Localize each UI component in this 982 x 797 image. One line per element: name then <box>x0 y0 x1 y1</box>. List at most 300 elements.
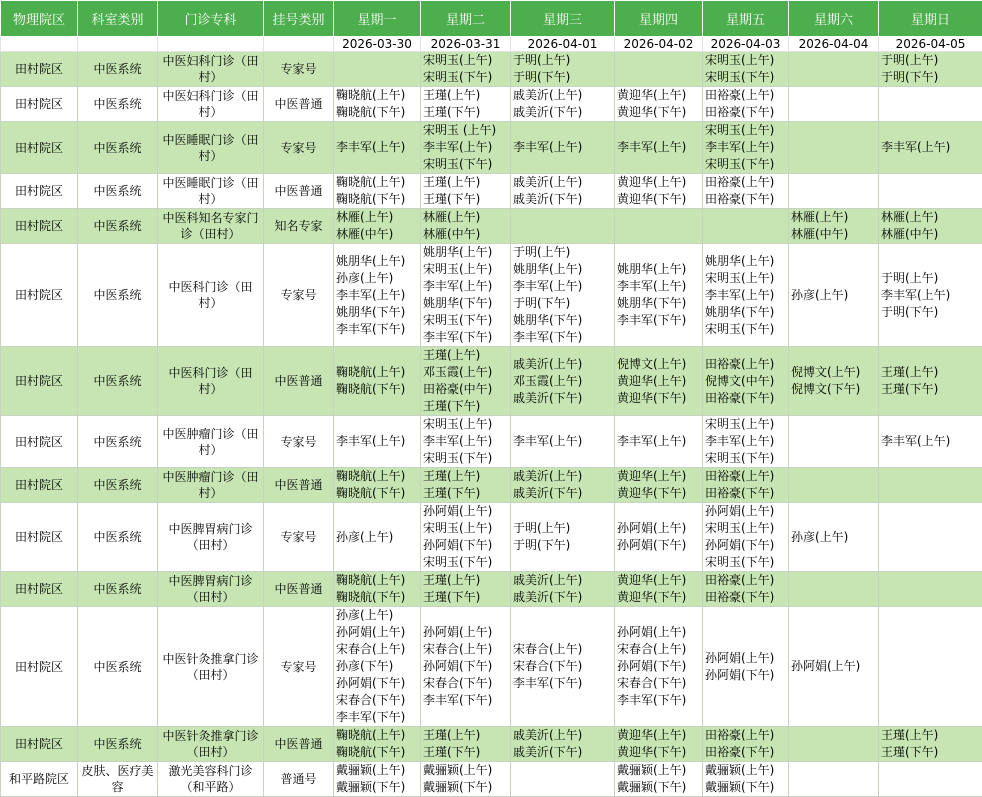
header-mon: 星期一 <box>334 1 421 37</box>
doctor-slot[interactable]: 李丰军(下午) <box>513 329 612 346</box>
slot-cell-wed <box>511 244 615 347</box>
doctor-slot[interactable]: 田裕豪(下午) <box>705 485 786 502</box>
slot-cell-sun <box>879 52 982 87</box>
doctor-slot[interactable]: 王瑾(上午) <box>881 727 980 744</box>
slot-cell-thu <box>615 52 703 87</box>
doctor-slot[interactable]: 林雁(上午) <box>881 209 980 226</box>
doctor-slot[interactable]: 孙彦(上午) <box>336 270 418 287</box>
slot-cell-tue <box>421 607 511 727</box>
dept-type-cell: 中医系统 <box>78 727 158 762</box>
doctor-slot[interactable]: 宋春合(上午) <box>617 641 700 658</box>
doctor-slot[interactable]: 倪博文(上午) <box>791 364 876 381</box>
doctor-slot[interactable]: 王瑾(上午) <box>423 347 508 364</box>
doctor-slot[interactable]: 田裕豪(下午) <box>705 744 786 761</box>
doctor-slot[interactable]: 王瑾(下午) <box>423 589 508 606</box>
doctor-slot[interactable]: 王瑾(下午) <box>881 744 980 761</box>
doctor-slot[interactable]: 王瑾(下午) <box>423 191 508 208</box>
dept-type-cell: 中医系统 <box>78 572 158 607</box>
doctor-slot[interactable]: 林雁(中午) <box>791 226 876 243</box>
reg-type-cell: 专家号 <box>264 244 334 347</box>
date-spacer <box>78 37 158 52</box>
doctor-slot[interactable]: 鞠晓航(上午) <box>336 364 418 381</box>
doctor-slot[interactable]: 黄迎华(上午) <box>617 174 700 191</box>
doctor-slot[interactable]: 宋明玉(上午) <box>423 416 508 433</box>
doctor-slot[interactable]: 田裕豪(上午) <box>705 174 786 191</box>
doctor-slot[interactable]: 于明(下午) <box>513 537 612 554</box>
slot-cell-thu <box>615 174 703 209</box>
header-campus: 物理院区 <box>1 1 78 37</box>
doctor-slot[interactable]: 鞠晓航(上午) <box>336 727 418 744</box>
clinic-cell: 中医脾胃病门诊（田村） <box>158 572 264 607</box>
slot-cell-sat <box>789 727 879 762</box>
doctor-slot[interactable]: 李丰军(上午) <box>423 139 508 156</box>
doctor-slot[interactable]: 黄迎华(上午) <box>617 468 700 485</box>
slot-cell-thu <box>615 572 703 607</box>
doctor-slot[interactable]: 戚美沂(上午) <box>513 727 612 744</box>
doctor-slot[interactable]: 鞠晓航(上午) <box>336 572 418 589</box>
doctor-slot[interactable]: 孙阿娟(下午) <box>705 537 786 554</box>
slot-cell-sun <box>879 244 982 347</box>
doctor-slot[interactable]: 鞠晓航(下午) <box>336 744 418 761</box>
doctor-slot[interactable]: 李丰军(上午) <box>336 139 418 156</box>
header-wed: 星期三 <box>511 1 615 37</box>
doctor-slot[interactable]: 宋春合(上午) <box>336 641 418 658</box>
doctor-slot[interactable]: 戚美沂(下午) <box>513 589 612 606</box>
slot-cell-tue <box>421 416 511 468</box>
doctor-slot[interactable]: 于明(上午) <box>513 520 612 537</box>
doctor-slot[interactable]: 田裕豪(下午) <box>705 104 786 121</box>
doctor-slot[interactable]: 邓玉霞(上午) <box>423 364 508 381</box>
doctor-slot[interactable]: 宋明玉(下午) <box>423 156 508 173</box>
campus-cell: 田村院区 <box>1 347 78 416</box>
date-sat: 2026-04-04 <box>789 37 879 52</box>
doctor-slot[interactable]: 李丰军(上午) <box>881 139 980 156</box>
doctor-slot[interactable]: 李丰军(上午) <box>513 139 612 156</box>
doctor-slot[interactable]: 李丰军(上午) <box>423 278 508 295</box>
clinic-cell: 中医科门诊（田村） <box>158 244 264 347</box>
slot-cell-fri <box>703 468 789 503</box>
slot-cell-fri <box>703 87 789 122</box>
date-wed: 2026-04-01 <box>511 37 615 52</box>
doctor-slot[interactable]: 戴骊颖(上午) <box>423 762 508 779</box>
slot-cell-fri <box>703 762 789 797</box>
doctor-slot[interactable]: 李丰军(上午) <box>336 287 418 304</box>
doctor-slot[interactable]: 李丰军(下午) <box>513 675 612 692</box>
doctor-slot[interactable]: 宋明玉(下午) <box>705 321 786 338</box>
doctor-slot[interactable]: 李丰军(上午) <box>705 433 786 450</box>
date-mon: 2026-03-30 <box>334 37 421 52</box>
doctor-slot[interactable]: 邓玉霞(上午) <box>513 373 612 390</box>
doctor-slot[interactable]: 于明(上午) <box>513 244 612 261</box>
doctor-slot[interactable]: 宋春合(下午) <box>617 675 700 692</box>
doctor-slot[interactable]: 李丰军(上午) <box>881 287 980 304</box>
slot-cell-tue <box>421 572 511 607</box>
doctor-slot[interactable]: 李丰军(上午) <box>617 433 700 450</box>
reg-type-cell: 专家号 <box>264 503 334 572</box>
doctor-slot[interactable]: 宋明玉(上午) <box>423 261 508 278</box>
doctor-slot[interactable]: 宋春合(下午) <box>513 658 612 675</box>
slot-cell-thu <box>615 503 703 572</box>
doctor-slot[interactable]: 姚朋华(上午) <box>617 261 700 278</box>
doctor-slot[interactable]: 李丰军(下午) <box>336 709 418 726</box>
slot-cell-thu <box>615 607 703 727</box>
dept-type-cell: 中医系统 <box>78 87 158 122</box>
doctor-slot[interactable]: 田裕豪(上午) <box>705 356 786 373</box>
slot-cell-tue <box>421 762 511 797</box>
doctor-slot[interactable]: 黄迎华(下午) <box>617 104 700 121</box>
doctor-slot[interactable]: 戴骊颖(上午) <box>705 762 786 779</box>
doctor-slot[interactable]: 宋明玉(上午) <box>705 122 786 139</box>
doctor-slot[interactable]: 王瑾(上午) <box>423 727 508 744</box>
reg-type-cell: 中医普通 <box>264 727 334 762</box>
doctor-slot[interactable]: 宋明玉(下午) <box>705 450 786 467</box>
slot-cell-thu <box>615 122 703 174</box>
doctor-slot[interactable]: 孙彦(下午) <box>336 658 418 675</box>
slot-cell-sun <box>879 416 982 468</box>
doctor-slot[interactable]: 孙阿娟(下午) <box>423 537 508 554</box>
clinic-cell: 中医肿瘤门诊（田村） <box>158 416 264 468</box>
doctor-slot[interactable]: 宋明玉(上午) <box>705 520 786 537</box>
doctor-slot[interactable]: 黄迎华(上午) <box>617 572 700 589</box>
doctor-slot[interactable]: 宋明玉(下午) <box>423 312 508 329</box>
clinic-cell: 中医妇科门诊（田村） <box>158 52 264 87</box>
doctor-slot[interactable]: 林雁(中午) <box>423 226 508 243</box>
doctor-slot[interactable]: 孙阿娟(上午) <box>423 624 508 641</box>
slot-cell-sun <box>879 174 982 209</box>
doctor-slot[interactable]: 孙阿娟(下午) <box>423 658 508 675</box>
slot-cell-thu <box>615 87 703 122</box>
doctor-slot[interactable]: 孙阿娟(上午) <box>423 503 508 520</box>
slot-cell-mon <box>334 244 421 347</box>
slot-cell-wed <box>511 52 615 87</box>
campus-cell: 田村院区 <box>1 503 78 572</box>
doctor-slot[interactable]: 戚美沂(下午) <box>513 104 612 121</box>
doctor-slot[interactable]: 鞠晓航(下午) <box>336 191 418 208</box>
doctor-slot[interactable]: 姚朋华(上午) <box>705 253 786 270</box>
doctor-slot[interactable]: 王瑾(上午) <box>423 572 508 589</box>
table-row <box>1 52 982 87</box>
doctor-slot[interactable]: 林雁(中午) <box>336 226 418 243</box>
slot-cell-wed <box>511 174 615 209</box>
doctor-slot[interactable]: 戚美沂(上午) <box>513 572 612 589</box>
slot-cell-wed <box>511 416 615 468</box>
doctor-slot[interactable]: 王瑾(下午) <box>423 104 508 121</box>
doctor-slot[interactable]: 姚朋华(下午) <box>513 312 612 329</box>
doctor-slot[interactable]: 姚朋华(下午) <box>705 304 786 321</box>
doctor-slot[interactable]: 宋春合(下午) <box>423 675 508 692</box>
doctor-slot[interactable]: 鞠晓航(下午) <box>336 589 418 606</box>
doctor-slot[interactable]: 戴骊颖(上午) <box>336 762 418 779</box>
doctor-slot[interactable]: 孙阿娟(上午) <box>791 658 876 675</box>
header-reg-type: 挂号类别 <box>264 1 334 37</box>
doctor-slot[interactable]: 宋明玉(下午) <box>705 156 786 173</box>
doctor-slot[interactable]: 宋明玉(上午) <box>423 520 508 537</box>
dept-type-cell: 中医系统 <box>78 174 158 209</box>
doctor-slot[interactable]: 李丰军(下午) <box>423 692 508 709</box>
slot-cell-mon <box>334 347 421 416</box>
doctor-slot[interactable]: 黄迎华(下午) <box>617 485 700 502</box>
doctor-slot[interactable]: 姚朋华(上午) <box>513 261 612 278</box>
doctor-slot[interactable]: 宋明玉(下午) <box>423 554 508 571</box>
doctor-slot[interactable]: 宋春合(上午) <box>423 641 508 658</box>
doctor-slot[interactable]: 孙阿娟(上午) <box>336 624 418 641</box>
slot-cell-tue <box>421 122 511 174</box>
doctor-slot[interactable]: 孙阿娟(上午) <box>617 624 700 641</box>
doctor-slot[interactable]: 孙阿娟(下午) <box>705 667 786 684</box>
doctor-slot[interactable]: 孙阿娟(下午) <box>336 675 418 692</box>
campus-cell: 田村院区 <box>1 468 78 503</box>
reg-type-cell: 专家号 <box>264 416 334 468</box>
doctor-slot[interactable]: 鞠晓航(下午) <box>336 104 418 121</box>
campus-cell: 和平路院区 <box>1 762 78 797</box>
doctor-slot[interactable]: 戴骊颖(下午) <box>705 779 786 796</box>
doctor-slot[interactable]: 戴骊颖(下午) <box>617 779 700 796</box>
campus-cell: 田村院区 <box>1 209 78 244</box>
doctor-slot[interactable]: 戚美沂(上午) <box>513 174 612 191</box>
doctor-slot[interactable]: 田裕豪(下午) <box>705 589 786 606</box>
slot-cell-mon <box>334 572 421 607</box>
reg-type-cell: 知名专家 <box>264 209 334 244</box>
doctor-slot[interactable]: 林雁(中午) <box>881 226 980 243</box>
doctor-slot[interactable]: 李丰军(上午) <box>423 433 508 450</box>
slot-cell-fri <box>703 607 789 727</box>
doctor-slot[interactable]: 宋明玉 (上午) <box>423 122 508 139</box>
doctor-slot[interactable]: 李丰军(上午) <box>617 278 700 295</box>
date-row <box>1 37 982 52</box>
doctor-slot[interactable]: 李丰军(下午) <box>423 329 508 346</box>
doctor-slot[interactable]: 于明(上午) <box>881 270 980 287</box>
slot-cell-thu <box>615 727 703 762</box>
doctor-slot[interactable]: 孙阿娟(上午) <box>705 650 786 667</box>
doctor-slot[interactable]: 宋明玉(下午) <box>423 69 508 86</box>
doctor-slot[interactable]: 姚朋华(上午) <box>423 244 508 261</box>
doctor-slot[interactable]: 孙彦(上午) <box>791 287 876 304</box>
doctor-slot[interactable]: 宋明玉(上午) <box>705 52 786 69</box>
campus-cell: 田村院区 <box>1 727 78 762</box>
doctor-slot[interactable]: 黄迎华(上午) <box>617 373 700 390</box>
slot-cell-sat <box>789 572 879 607</box>
doctor-slot[interactable]: 王瑾(上午) <box>881 364 980 381</box>
slot-cell-wed <box>511 347 615 416</box>
date-thu: 2026-04-02 <box>615 37 703 52</box>
doctor-slot[interactable]: 王瑾(下午) <box>423 398 508 415</box>
doctor-slot[interactable]: 田裕豪(下午) <box>705 191 786 208</box>
doctor-slot[interactable]: 林雁(上午) <box>336 209 418 226</box>
dept-type-cell: 中医系统 <box>78 503 158 572</box>
slot-cell-fri <box>703 52 789 87</box>
slot-cell-sun <box>879 209 982 244</box>
doctor-slot[interactable]: 孙阿娟(上午) <box>705 503 786 520</box>
table-row <box>1 347 982 416</box>
doctor-slot[interactable]: 倪博文(中午) <box>705 373 786 390</box>
slot-cell-sun <box>879 762 982 797</box>
dept-type-cell: 中医系统 <box>78 607 158 727</box>
doctor-slot[interactable]: 宋明玉(上午) <box>705 270 786 287</box>
doctor-slot[interactable]: 倪博文(上午) <box>617 356 700 373</box>
doctor-slot[interactable]: 黄迎华(下午) <box>617 390 700 407</box>
doctor-slot[interactable]: 鞠晓航(上午) <box>336 468 418 485</box>
slot-cell-fri <box>703 347 789 416</box>
doctor-slot[interactable]: 于明(下午) <box>513 69 612 86</box>
doctor-slot[interactable]: 林雁(上午) <box>791 209 876 226</box>
doctor-slot[interactable]: 宋明玉(下午) <box>705 554 786 571</box>
reg-type-cell: 中医普通 <box>264 572 334 607</box>
table-row <box>1 727 982 762</box>
slot-cell-sun <box>879 122 982 174</box>
slot-cell-tue <box>421 347 511 416</box>
doctor-slot[interactable]: 孙阿娟(下午) <box>617 658 700 675</box>
dept-type-cell: 中医系统 <box>78 244 158 347</box>
doctor-slot[interactable]: 于明(上午) <box>513 52 612 69</box>
slot-cell-mon <box>334 468 421 503</box>
doctor-slot[interactable]: 戚美沂(上午) <box>513 468 612 485</box>
slot-cell-sat <box>789 87 879 122</box>
doctor-slot[interactable]: 宋明玉(下午) <box>705 69 786 86</box>
slot-cell-fri <box>703 174 789 209</box>
doctor-slot[interactable]: 戴骊颖(上午) <box>617 762 700 779</box>
doctor-slot[interactable]: 孙阿娟(上午) <box>617 520 700 537</box>
doctor-slot[interactable]: 李丰军(上午) <box>881 433 980 450</box>
table-row <box>1 209 982 244</box>
doctor-slot[interactable]: 黄迎华(下午) <box>617 191 700 208</box>
schedule-body <box>1 52 982 797</box>
doctor-slot[interactable]: 于明(下午) <box>513 295 612 312</box>
slot-cell-mon <box>334 209 421 244</box>
doctor-slot[interactable]: 王瑾(下午) <box>881 381 980 398</box>
doctor-slot[interactable]: 黄迎华(上午) <box>617 727 700 744</box>
doctor-slot[interactable]: 戴骊颖(下午) <box>423 779 508 796</box>
clinic-cell: 中医脾胃病门诊（田村） <box>158 503 264 572</box>
doctor-slot[interactable]: 戚美沂(下午) <box>513 744 612 761</box>
reg-type-cell: 中医普通 <box>264 468 334 503</box>
doctor-slot[interactable]: 李丰军(上午) <box>705 287 786 304</box>
slot-cell-thu <box>615 468 703 503</box>
doctor-slot[interactable]: 戚美沂(下午) <box>513 191 612 208</box>
doctor-slot[interactable]: 林雁(上午) <box>423 209 508 226</box>
doctor-slot[interactable]: 李丰军(下午) <box>336 321 418 338</box>
clinic-cell: 中医妇科门诊（田村） <box>158 87 264 122</box>
slot-cell-mon <box>334 174 421 209</box>
doctor-slot[interactable]: 王瑾(下午) <box>423 485 508 502</box>
doctor-slot[interactable]: 宋明玉(上午) <box>423 52 508 69</box>
doctor-slot[interactable]: 田裕豪(中午) <box>423 381 508 398</box>
doctor-slot[interactable]: 戚美沂(上午) <box>513 356 612 373</box>
slot-cell-mon <box>334 503 421 572</box>
slot-cell-sat <box>789 347 879 416</box>
campus-cell: 田村院区 <box>1 607 78 727</box>
campus-cell: 田村院区 <box>1 572 78 607</box>
doctor-slot[interactable]: 宋春合(下午) <box>336 692 418 709</box>
slot-cell-tue <box>421 503 511 572</box>
doctor-slot[interactable]: 姚朋华(下午) <box>423 295 508 312</box>
header-sat: 星期六 <box>789 1 879 37</box>
slot-cell-sat <box>789 503 879 572</box>
campus-cell: 田村院区 <box>1 174 78 209</box>
header-row <box>1 1 982 37</box>
doctor-slot[interactable]: 李丰军(上午) <box>617 139 700 156</box>
doctor-slot[interactable]: 姚朋华(下午) <box>617 295 700 312</box>
doctor-slot[interactable]: 宋明玉(上午) <box>705 416 786 433</box>
doctor-slot[interactable]: 李丰军(上午) <box>513 433 612 450</box>
slot-cell-sat <box>789 122 879 174</box>
campus-cell: 田村院区 <box>1 122 78 174</box>
doctor-slot[interactable]: 鞠晓航(下午) <box>336 485 418 502</box>
doctor-slot[interactable]: 戴骊颖(下午) <box>336 779 418 796</box>
slot-cell-thu <box>615 762 703 797</box>
doctor-slot[interactable]: 宋春合(上午) <box>513 641 612 658</box>
doctor-slot[interactable]: 黄迎华(上午) <box>617 87 700 104</box>
doctor-slot[interactable]: 于明(下午) <box>881 304 980 321</box>
doctor-slot[interactable]: 戚美沂(上午) <box>513 87 612 104</box>
slot-cell-sat <box>789 244 879 347</box>
doctor-slot[interactable]: 王瑾(上午) <box>423 468 508 485</box>
slot-cell-sat <box>789 762 879 797</box>
doctor-slot[interactable]: 姚朋华(下午) <box>336 304 418 321</box>
doctor-slot[interactable]: 王瑾(上午) <box>423 174 508 191</box>
doctor-slot[interactable]: 于明(下午) <box>881 69 980 86</box>
doctor-slot[interactable]: 田裕豪(上午) <box>705 87 786 104</box>
doctor-slot[interactable]: 李丰军(上午) <box>336 433 418 450</box>
campus-cell: 田村院区 <box>1 244 78 347</box>
doctor-slot[interactable]: 戚美沂(下午) <box>513 390 612 407</box>
doctor-slot[interactable]: 李丰军(上午) <box>705 139 786 156</box>
clinic-cell: 中医肿瘤门诊（田村） <box>158 468 264 503</box>
slot-cell-fri <box>703 416 789 468</box>
doctor-slot[interactable]: 黄迎华(下午) <box>617 744 700 761</box>
slot-cell-sun <box>879 468 982 503</box>
slot-cell-tue <box>421 468 511 503</box>
date-tue: 2026-03-31 <box>421 37 511 52</box>
doctor-slot[interactable]: 孙彦(上午) <box>336 529 418 546</box>
doctor-slot[interactable]: 孙彦(上午) <box>791 529 876 546</box>
doctor-slot[interactable]: 孙阿娟(下午) <box>617 537 700 554</box>
doctor-slot[interactable]: 田裕豪(上午) <box>705 468 786 485</box>
slot-cell-mon <box>334 52 421 87</box>
header-fri: 星期五 <box>703 1 789 37</box>
doctor-slot[interactable]: 姚朋华(上午) <box>336 253 418 270</box>
doctor-slot[interactable]: 田裕豪(上午) <box>705 572 786 589</box>
table-row <box>1 607 982 727</box>
doctor-slot[interactable]: 王瑾(上午) <box>423 87 508 104</box>
slot-cell-sun <box>879 347 982 416</box>
doctor-slot[interactable]: 鞠晓航(上午) <box>336 174 418 191</box>
reg-type-cell: 中医普通 <box>264 87 334 122</box>
table-row <box>1 762 982 797</box>
doctor-slot[interactable]: 鞠晓航(下午) <box>336 381 418 398</box>
doctor-slot[interactable]: 孙彦(上午) <box>336 607 418 624</box>
doctor-slot[interactable]: 宋明玉(下午) <box>423 450 508 467</box>
doctor-slot[interactable]: 鞠晓航(上午) <box>336 87 418 104</box>
clinic-cell: 中医睡眠门诊（田村） <box>158 174 264 209</box>
slot-cell-tue <box>421 209 511 244</box>
header-sun: 星期日 <box>879 1 982 37</box>
doctor-slot[interactable]: 黄迎华(下午) <box>617 589 700 606</box>
dept-type-cell: 皮肤、医疗美容 <box>78 762 158 797</box>
doctor-slot[interactable]: 倪博文(下午) <box>791 381 876 398</box>
doctor-slot[interactable]: 李丰军(下午) <box>617 312 700 329</box>
doctor-slot[interactable]: 李丰军(下午) <box>617 692 700 709</box>
clinic-cell: 中医科门诊（田村） <box>158 347 264 416</box>
doctor-slot[interactable]: 田裕豪(上午) <box>705 727 786 744</box>
dept-type-cell: 中医系统 <box>78 209 158 244</box>
doctor-slot[interactable]: 李丰军(上午) <box>513 278 612 295</box>
slot-cell-sat <box>789 209 879 244</box>
doctor-slot[interactable]: 戚美沂(下午) <box>513 485 612 502</box>
doctor-slot[interactable]: 田裕豪(下午) <box>705 390 786 407</box>
doctor-slot[interactable]: 王瑾(下午) <box>423 744 508 761</box>
table-row <box>1 122 982 174</box>
doctor-slot[interactable]: 于明(上午) <box>881 52 980 69</box>
